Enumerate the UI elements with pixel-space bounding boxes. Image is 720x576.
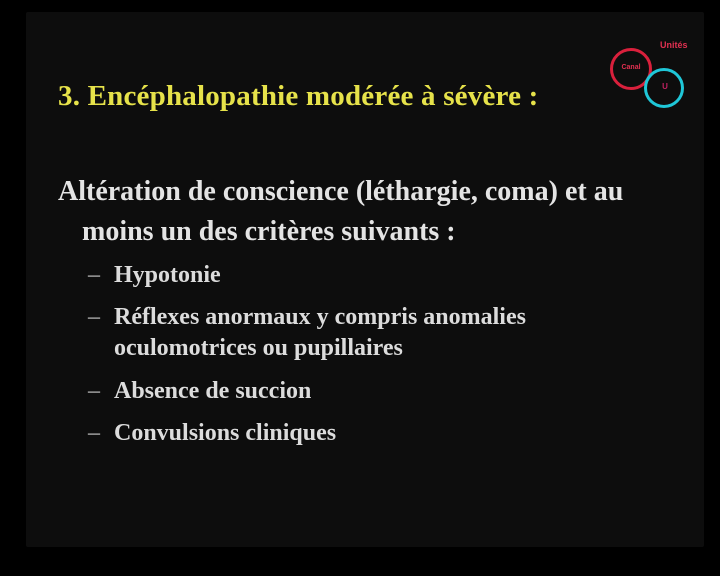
criterion-item-succion bbox=[88, 378, 311, 405]
bullet-dash: – bbox=[88, 420, 100, 446]
criterion-item-convulsions bbox=[88, 420, 336, 447]
logo-cyan-ring-text: U bbox=[662, 82, 668, 91]
criterion-item-hypotonie bbox=[88, 262, 221, 289]
criterion-text: Réflexes anormaux y compris anomalies bbox=[114, 304, 526, 330]
criterion-text: Convulsions cliniques bbox=[114, 420, 337, 446]
criterion-text: Absence de succion bbox=[114, 378, 312, 404]
intro-line-1: Altération de conscience (léthargie, coma) et au bbox=[58, 176, 624, 207]
logo-red-ring-text: Canal bbox=[621, 64, 641, 71]
bullet-dash: – bbox=[88, 262, 100, 288]
intro-line-2: moins un des critères suivants : bbox=[82, 216, 456, 247]
criterion-text: Hypotonie bbox=[114, 262, 221, 288]
criterion-item-reflexes bbox=[88, 304, 526, 362]
logo-top-text: Unités bbox=[660, 40, 688, 50]
bullet-dash: – bbox=[88, 378, 100, 404]
criterion-text-continuation: oculomotrices ou pupillaires bbox=[114, 335, 403, 361]
bullet-dash: – bbox=[88, 304, 100, 330]
slide-title: 3. Encéphalopathie modérée à sévère : bbox=[58, 80, 539, 112]
channel-logo bbox=[604, 38, 700, 108]
